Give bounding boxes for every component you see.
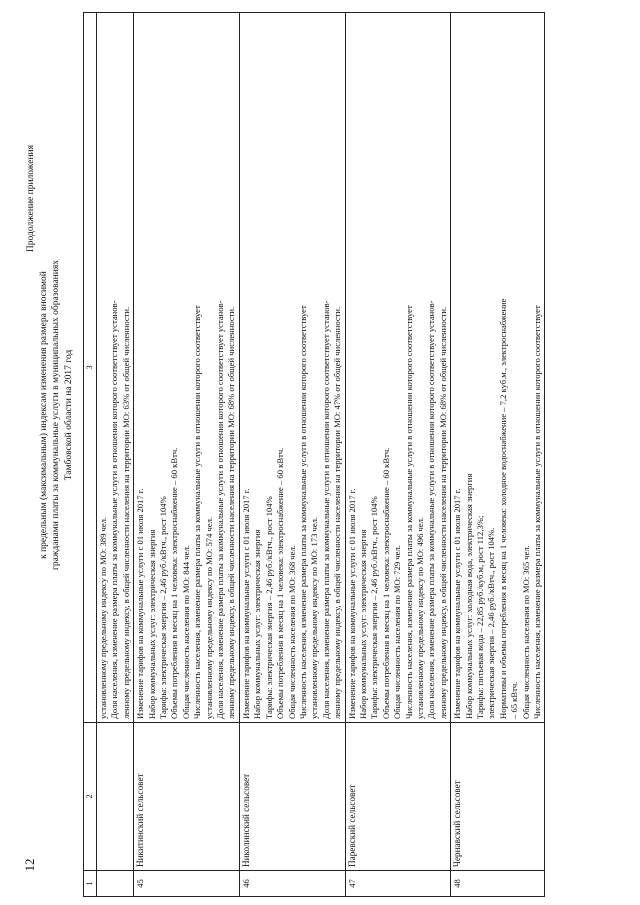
municipality-name: Никитинский сельсовет — [134, 723, 240, 871]
description-line: Тарифы: электрическая энергия – 2,46 руб./кВтч., рост 104% — [158, 496, 169, 719]
description-line: электрическая энергия – 2,46 руб./кВтч., рост 104%. — [486, 527, 497, 719]
description-line: установленному предельному индексу по МО: 574 чел. — [203, 516, 214, 719]
description-line: Тарифы: электрическая энергия – 2,46 руб./кВтч., рост 104% — [369, 496, 380, 719]
description-line: Изменение тарифов на коммунальные услуги с 01 июля 2017 г. — [135, 488, 146, 719]
description-line: Изменение тарифов на коммунальные услуги с 01 июля 2017 г. — [452, 488, 463, 719]
description-line: Изменение тарифов на коммунальные услуги с 01 июля 2017 г. — [240, 488, 251, 719]
table-row — [239, 13, 345, 897]
description-line: Тарифы: электрическая энергия – 2,46 руб./кВтч., рост 104% — [263, 496, 274, 719]
header-title-line: к предельным (максимальным) индексам изменения размера вносимой — [38, 271, 49, 559]
row-number — [97, 871, 134, 897]
description-line: Нормативы и объемы потребления в месяц на 1 человека: холодное водоснабжение – 7,2 куб.м., электроснабжение — [497, 298, 508, 719]
description-line: Объемы потребления в месяц на 1 человека: электроснабжение – 60 кВтч. — [275, 447, 286, 719]
description-line: Объемы потребления в месяц на 1 человека: электроснабжение – 60 кВтч. — [169, 447, 180, 719]
description-line: Набор коммунальных услуг: электрическая энергия — [252, 529, 263, 719]
table-row — [345, 13, 451, 897]
description-line: Доля населения, изменение размера платы за коммунальные услуги в отношении которого соответствует установ- — [215, 300, 226, 719]
description-line: Общая численность населения по МО: 368 чел. — [286, 545, 297, 719]
header-title-line: Тамбовской области на 2017 год — [63, 349, 74, 481]
column-header: 2 — [84, 723, 97, 871]
tariff-description — [239, 13, 345, 723]
tariff-description — [451, 13, 545, 723]
description-line: Численность населения, изменение размера платы за коммунальные услуги в отношении которого соответствует — [403, 305, 414, 719]
description-line: Изменение тарифов на коммунальные услуги с 01 июля 2017 г. — [346, 488, 357, 719]
table-row — [97, 13, 134, 897]
description-line: Численность населения, изменение размера платы за коммунальные услуги в отношении которого соответствует — [297, 305, 308, 719]
description-line: установленному предельному индексу по МО: 389 чел. — [98, 516, 108, 719]
description-line: ленному предельному индексу, в общей численности населения на территории МО: 47% от общей численности. — [332, 306, 343, 719]
description-line: Тарифы: питьевая вода – 22,85 руб./куб.м, рост 112,3%; — [475, 515, 485, 719]
description-line: ленному предельному индексу, в общей численности населения на территории МО: 63% от общей численности. — [120, 306, 131, 719]
description-line: Набор коммунальных услуг: электрическая энергия — [146, 529, 157, 719]
row-number: 46 — [239, 871, 345, 897]
municipality-name: Николинский сельсовет — [239, 723, 345, 871]
column-header: 1 — [84, 871, 97, 897]
description-line: Общая численность населения по МО: 365 чел. — [520, 545, 531, 719]
description-line: Численность населения, изменение размера платы за коммунальные услуги в отношении которого соответствует — [532, 305, 543, 719]
tariff-description — [134, 13, 240, 723]
description-line: установленному предельному индексу по МО: 173 чел. — [309, 516, 320, 719]
description-line: ленному предельному индексу, в общей численности населения на территории МО: 68% от общей численности. — [226, 306, 237, 719]
description-line: Доля населения, изменение размера платы за коммунальные услуги в отношении которого соответствует установ- — [426, 300, 437, 719]
description-line: – 65 кВтч. — [509, 681, 520, 719]
municipality-name — [97, 723, 134, 871]
continuation-label: Продолжение приложения — [26, 145, 36, 253]
tariff-description — [97, 13, 134, 723]
description-line: Доля населения, изменение размера платы за коммунальные услуги в отношении которого соответствует установ- — [320, 300, 331, 719]
description-line: Набор коммунальных услуг: электрическая энергия — [357, 529, 368, 719]
tariff-description — [345, 13, 451, 723]
table-row — [451, 13, 545, 897]
description-line: Набор коммунальных услуг: холодная вода, электрическая энергия — [463, 473, 474, 719]
description-line: Доля населения, изменение размера платы за коммунальные услуги в отношении которого соответствует установ- — [109, 300, 120, 719]
page-number: 12 — [22, 858, 37, 872]
description-line: Объемы потребления в месяц на 1 человека: электроснабжение – 60 кВтч. — [380, 447, 391, 719]
description-line: установленному предельному индексу по МО: 496 чел. — [414, 516, 425, 719]
description-line: Общая численность населения по МО: 844 чел. — [180, 545, 191, 719]
description-line: ленному предельному индексу, в общей численности населения на территории МО: 68% от общей численности. — [437, 306, 448, 719]
header-title-line: гражданами платы за коммунальные услуги в муниципальных образованиях — [51, 260, 61, 570]
row-number: 45 — [134, 871, 240, 897]
row-number: 48 — [451, 871, 545, 897]
row-number: 47 — [345, 871, 451, 897]
column-header: 3 — [84, 13, 97, 723]
municipality-name: Чернавский сельсовет — [451, 723, 545, 871]
table-header-row — [84, 13, 97, 897]
table-row — [134, 13, 240, 897]
document-header — [25, 105, 75, 725]
tariff-table — [83, 12, 545, 897]
municipality-name: Паревский сельсовет — [345, 723, 451, 871]
description-line: Общая численность населения по МО: 729 чел. — [392, 545, 403, 719]
description-line: Численность населения, изменение размера платы за коммунальные услуги в отношении которого соответствует — [192, 305, 203, 719]
